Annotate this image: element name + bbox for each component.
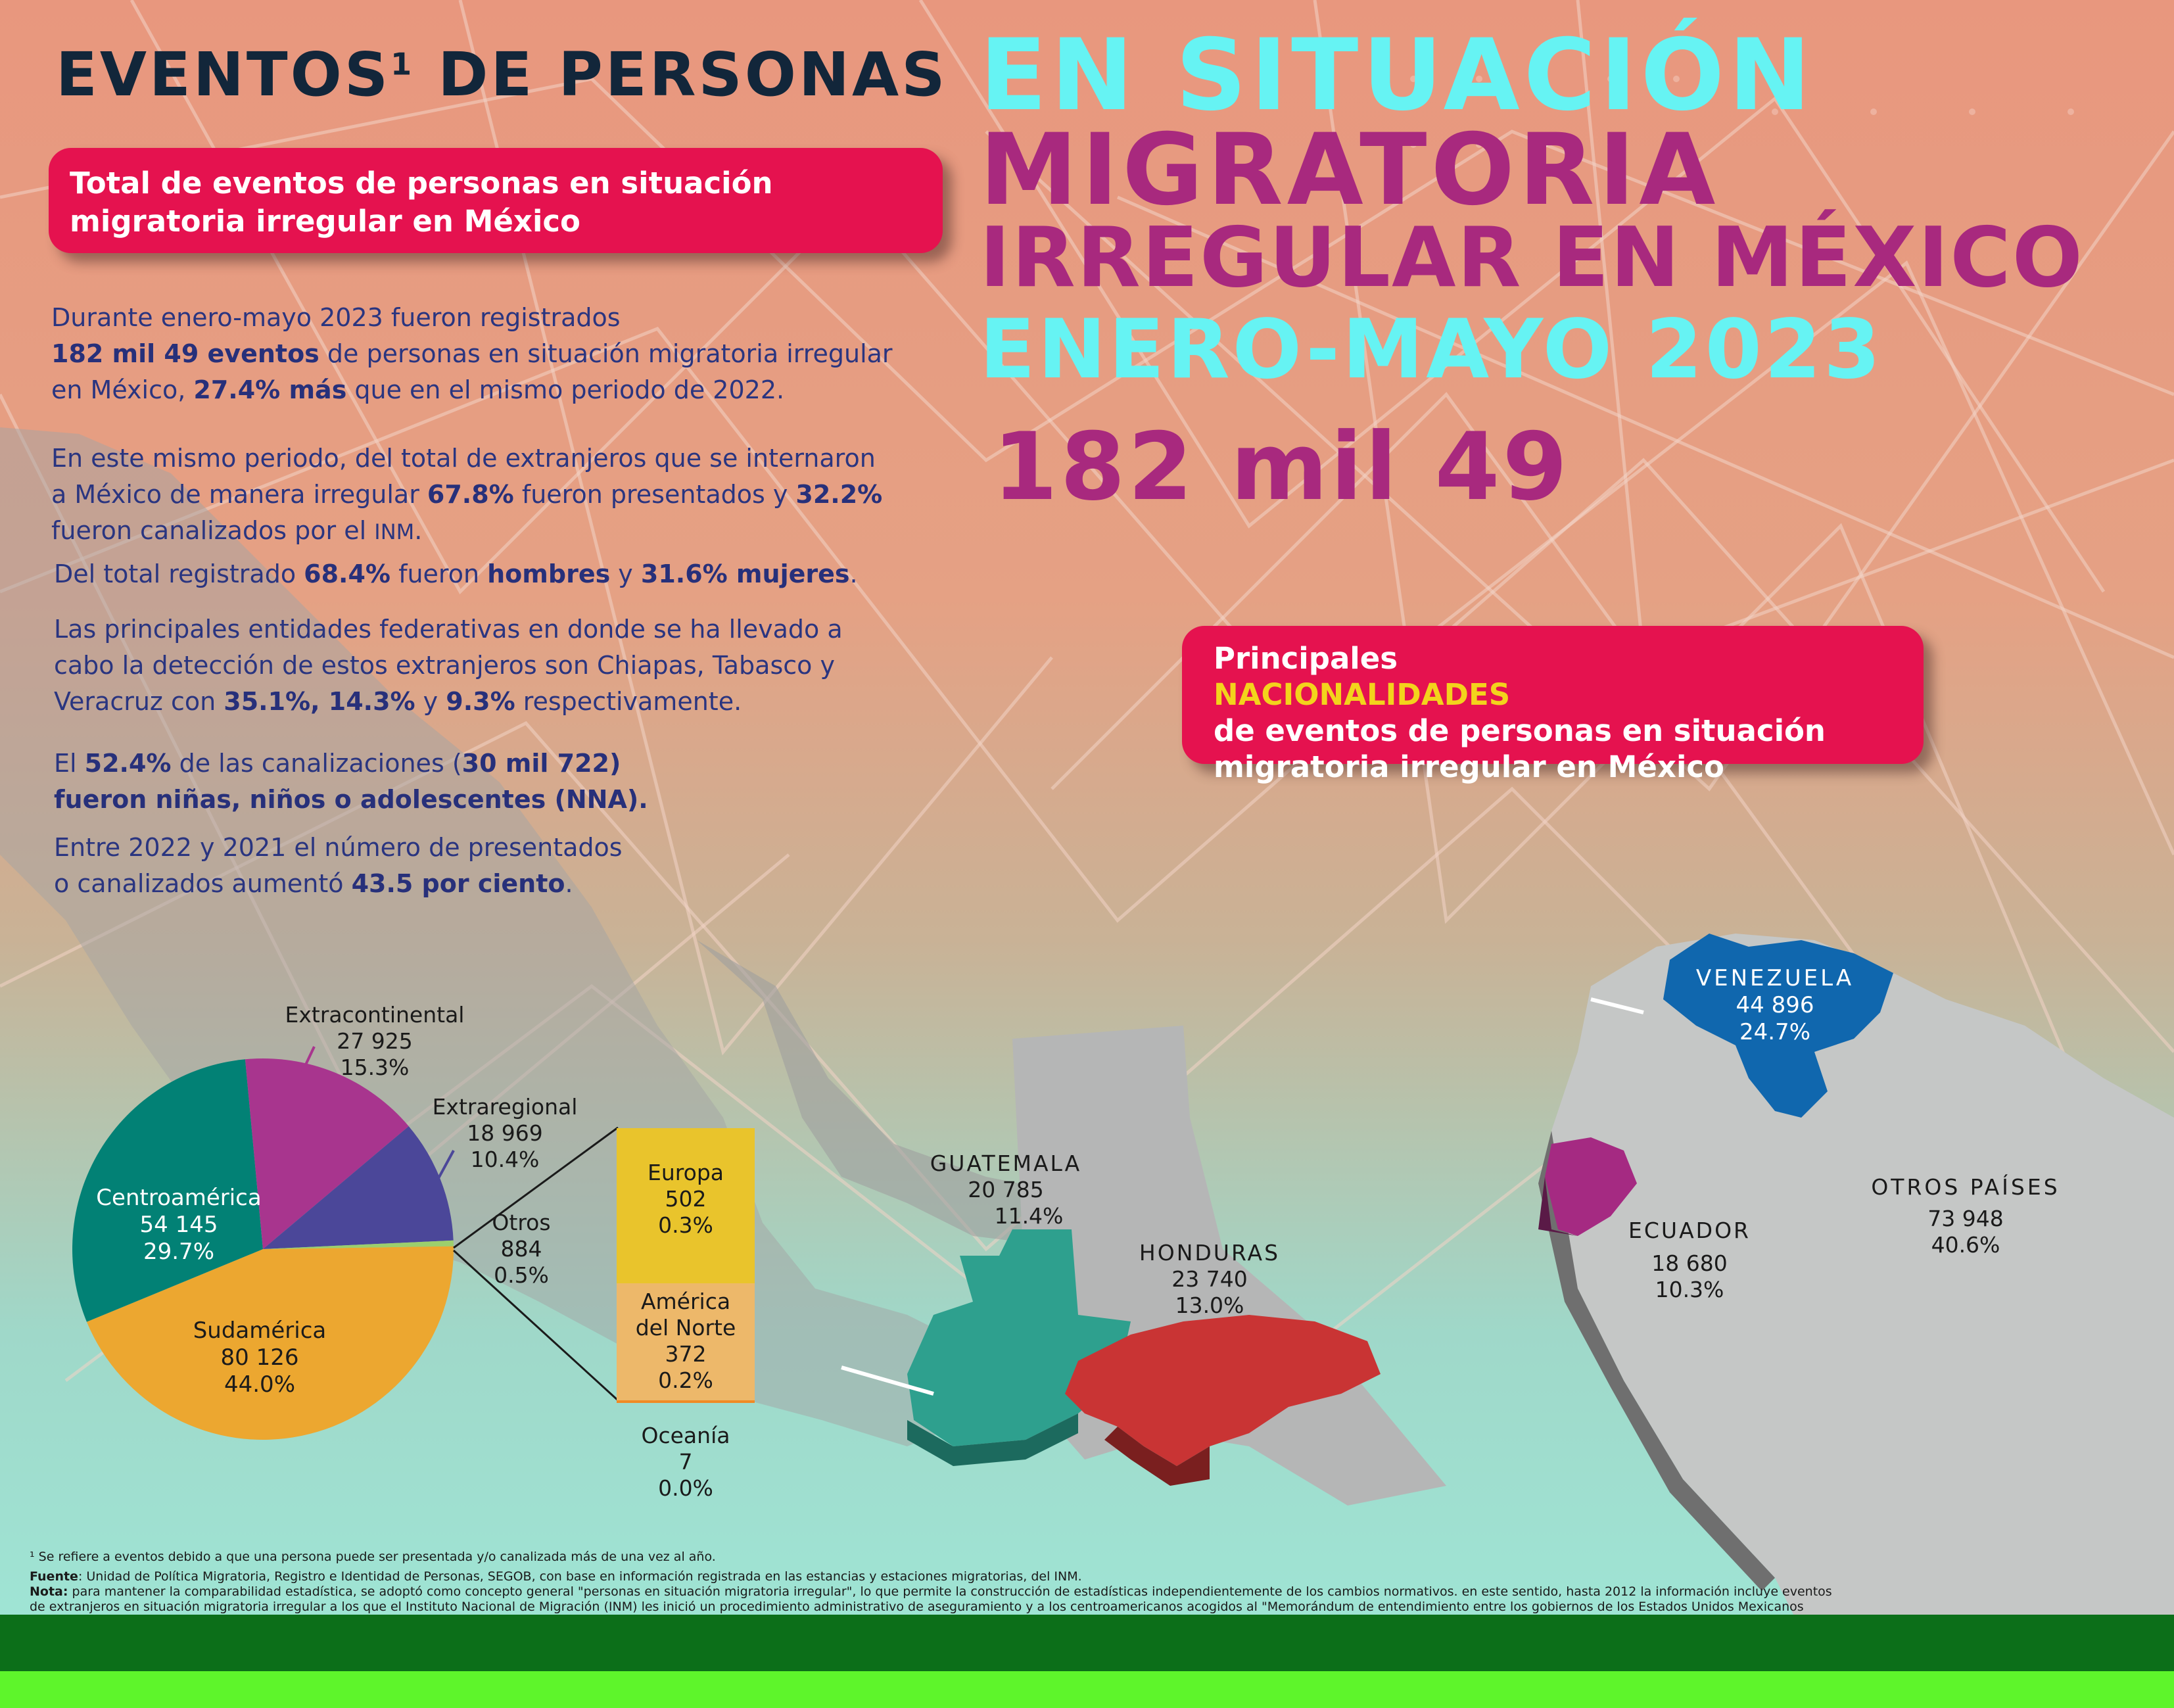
map-label-ecuador: [1591, 1218, 1788, 1303]
p2-line3: [51, 513, 882, 550]
p1-line3: [51, 372, 893, 408]
p5-bold-3: fueron niñas, niños o adolescentes (NNA).: [54, 785, 648, 814]
p1-bold-events: 182 mil 49 eventos: [51, 339, 319, 368]
guatemala-value: 20 785: [968, 1177, 1044, 1202]
p1-bold-percent: 27.4% más: [193, 375, 347, 404]
guatemala-name: GUATEMALA: [930, 1151, 1082, 1176]
sudamerica-value: 80 126: [220, 1344, 299, 1371]
nat-box-line3: migratoria irregular en México: [1214, 749, 1724, 784]
centroamerica-name: Centroamérica: [96, 1185, 262, 1211]
p6-line2: [54, 866, 623, 902]
footnote-fuente: [30, 1569, 1082, 1584]
header-word-eventos: EVENTOS: [56, 39, 391, 110]
europa-value: 502: [665, 1186, 707, 1212]
label-europa: [617, 1160, 755, 1239]
map-label-otros-paises: [1834, 1174, 2097, 1258]
nat-box-nacionalidades: NACIONALIDADES: [1214, 677, 1511, 712]
header-enero-mayo: ENERO-MAYO 2023: [980, 302, 1883, 397]
label-extracontinental: [276, 1002, 473, 1081]
p1-line3-b: que en el mismo periodo de 2022.: [346, 375, 785, 404]
label-sudamerica: [161, 1317, 358, 1398]
honduras-value: 23 740: [1171, 1266, 1248, 1292]
footer-band-light: [0, 1671, 2174, 1708]
p6-a: o canalizados aumentó: [54, 869, 352, 898]
oceania-name: Oceanía: [641, 1423, 730, 1448]
paragraph-summary: [51, 300, 893, 408]
label-oceania: [617, 1423, 755, 1502]
p1-line3-a: en México,: [51, 375, 194, 404]
centroamerica-value: 54 145: [139, 1212, 218, 1238]
header-irregular-en-mexico: IRREGULAR EN MÉXICO: [980, 209, 2084, 306]
total-box-line1: Total de eventos de personas en situación: [70, 166, 773, 201]
fuente-text: : Unidad de Política Migratoria, Registro e Identidad de Personas, SEGOB, con base en información registrada en las estancias y estaciones migratorias, del INM.: [78, 1569, 1082, 1584]
label-centroamerica: [80, 1185, 277, 1266]
p5-a: El: [54, 749, 85, 778]
map-label-guatemala: [907, 1151, 1104, 1229]
nationalities-box: [1182, 626, 1924, 784]
p4-line3: [54, 684, 843, 720]
p2-bold-1: 67.8%: [427, 480, 514, 509]
america-norte-percent: 0.2%: [658, 1367, 713, 1393]
otros-value: 884: [500, 1236, 542, 1262]
p2-line2-a: a México de manera irregular: [51, 480, 427, 509]
otros-name: Otros: [492, 1210, 551, 1235]
p2-line1: En este mismo periodo, del total de extranjeros que se internaron: [51, 444, 876, 473]
p1-line2: [51, 336, 893, 372]
footnote-nota-line2: de extranjeros en situación migratoria irregular a los que el Instituto Nacional de Migración (INM) les inició un procedimiento administrativo de aseguramiento y a los centroamericanos acogidos al "Memorándum de entendimiento entre los gobiernos de los Estados Unidos Mexicanos: [30, 1600, 1804, 1614]
europa-percent: 0.3%: [658, 1212, 713, 1238]
label-extraregional: [406, 1094, 603, 1173]
p2-inm: INM: [374, 519, 415, 544]
p4-line3-a: Veracruz con: [54, 687, 224, 716]
p5-line1: [54, 746, 648, 782]
paragraph-nna: [54, 746, 648, 818]
p3-bold-2: hombres: [487, 559, 611, 588]
venezuela-value: 44 896: [1736, 992, 1814, 1018]
p1-line1: Durante enero-mayo 2023 fueron registrados: [51, 303, 621, 332]
paragraph-growth: [54, 830, 623, 902]
otros-paises-name: OTROS PAÍSES: [1871, 1174, 2060, 1200]
europa-name: Europa: [648, 1160, 724, 1185]
p2-line2: [51, 477, 882, 513]
honduras-name: HONDURAS: [1139, 1240, 1281, 1266]
footnote-nota: [30, 1584, 1832, 1600]
p4-line3-c: respectivamente.: [515, 687, 742, 716]
p3-bold-1: 68.4%: [304, 559, 390, 588]
nat-box-line2: de eventos de personas en situación: [1214, 713, 1826, 748]
map-label-honduras: [1111, 1240, 1308, 1319]
extraregional-percent: 10.4%: [470, 1147, 540, 1172]
venezuela-name: VENEZUELA: [1695, 965, 1855, 991]
otros-percent: 0.5%: [494, 1262, 549, 1288]
nat-box-principales: Principales: [1214, 641, 1398, 676]
paragraph-presented: [51, 440, 882, 550]
header-eventos: [56, 39, 947, 110]
ecuador-percent: 10.3%: [1655, 1277, 1724, 1302]
p3-c: y: [610, 559, 641, 588]
p3-bold-3: 31.6% mujeres: [640, 559, 850, 588]
p3-a: Del total registrado: [54, 559, 304, 588]
p3-b: fueron: [390, 559, 488, 588]
total-events-box: [49, 148, 943, 253]
otros-paises-value: 73 948: [1927, 1206, 2004, 1231]
total-box-line2: migratoria irregular en México: [70, 204, 580, 239]
p4-bold-1: 35.1%, 14.3%: [224, 687, 415, 716]
extracontinental-name: Extracontinental: [285, 1002, 465, 1028]
header-migratoria: MIGRATORIA: [980, 113, 1720, 227]
label-otros: [456, 1210, 587, 1289]
p6-line1: Entre 2022 y 2021 el número de presentados: [54, 833, 623, 862]
p3-line1: [54, 556, 858, 592]
oceania-percent: 0.0%: [658, 1475, 713, 1501]
header-word-personas: DE PERSONAS: [438, 39, 948, 110]
header-total-value: 182 mil 49: [993, 413, 1571, 521]
nota-label: Nota:: [30, 1584, 68, 1599]
footer-band-dark: [0, 1615, 2174, 1671]
footnote-1: ¹ Se refiere a eventos debido a que una persona puede ser presentada y/o canalizada más de una vez al año.: [30, 1550, 716, 1564]
extracontinental-percent: 15.3%: [340, 1055, 410, 1080]
paragraph-states: [54, 611, 843, 720]
honduras-percent: 13.0%: [1175, 1293, 1244, 1318]
extraregional-name: Extraregional: [432, 1094, 578, 1120]
sudamerica-name: Sudamérica: [193, 1317, 327, 1344]
p1-line2-rest: de personas en situación migratoria irregular: [319, 339, 893, 368]
sudamerica-percent: 44.0%: [224, 1371, 295, 1398]
p2-line3-b: .: [414, 516, 423, 545]
paragraph-gender: [54, 556, 858, 592]
nota-text: para mantener la comparabilidad estadística, se adoptó como concepto general "personas en situación migratoria irregular", lo que permite la construcción de estadísticas independientemente de los cambios normativos. en este sentido, hasta 2012 la información incluye eventos: [68, 1584, 1832, 1599]
p5-bold-2: 30 mil 722): [461, 749, 621, 778]
p6-b: .: [565, 869, 573, 898]
p4-line2: cabo la detección de estos extranjeros son Chiapas, Tabasco y: [54, 651, 835, 680]
p3-d: .: [849, 559, 858, 588]
ecuador-value: 18 680: [1651, 1250, 1728, 1276]
extraregional-value: 18 969: [467, 1120, 543, 1146]
venezuela-percent: 24.7%: [1739, 1019, 1810, 1045]
p4-line1: Las principales entidades federativas en donde se ha llevado a: [54, 615, 843, 644]
fuente-label: Fuente: [30, 1569, 78, 1584]
centroamerica-percent: 29.7%: [143, 1239, 214, 1265]
map-label-venezuela: [1663, 965, 1887, 1046]
label-america-norte: [617, 1289, 755, 1394]
p2-bold-2: 32.2%: [795, 480, 883, 509]
nat-box-line1: [1214, 640, 1924, 713]
header-en-situacion: EN SITUACIÓN: [980, 18, 1815, 133]
otros-paises-percent: 40.6%: [1931, 1232, 2000, 1258]
p4-bold-2: 9.3%: [446, 687, 515, 716]
america-norte-name1: América: [640, 1289, 731, 1314]
oceania-value: 7: [678, 1449, 693, 1475]
footnote-marker: 1: [390, 46, 415, 82]
p5-line2: [54, 782, 648, 818]
p2-line3-a: fueron canalizados por el: [51, 516, 375, 545]
guatemala-percent: 11.4%: [994, 1203, 1064, 1229]
p6-bold: 43.5 por ciento: [351, 869, 565, 898]
otros-bar-oceania: [617, 1400, 755, 1403]
ecuador-name: ECUADOR: [1628, 1218, 1751, 1243]
p2-line2-b: fueron presentados y: [513, 480, 796, 509]
p5-b: de las canalizaciones (: [171, 749, 462, 778]
america-norte-value: 372: [665, 1341, 707, 1367]
p5-bold-1: 52.4%: [84, 749, 172, 778]
p4-line3-b: y: [415, 687, 446, 716]
extracontinental-value: 27 925: [337, 1028, 413, 1054]
america-norte-name2: del Norte: [635, 1315, 736, 1340]
